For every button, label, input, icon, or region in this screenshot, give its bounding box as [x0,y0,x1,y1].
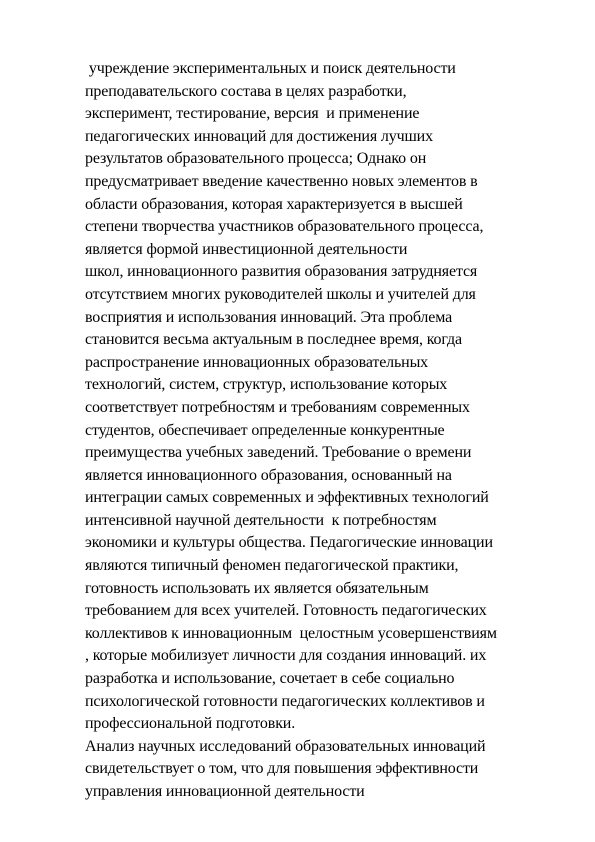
text-line: предусматривает введение качественно новых элементов в [85,172,478,190]
text-line: интенсивной научной деятельности к потребностям [85,511,437,529]
text-line: распространение инновационных образовательных [85,353,429,371]
text-line: восприятия и использования инноваций. Эта проблема [85,308,453,326]
text-line: отсутствием многих руководителей школы и учителей для [85,285,476,303]
text-line: области образования, которая характеризуется в высшей [85,195,463,213]
text-line: преподавательского состава в целях разработки, [85,82,407,100]
body-text [85,58,565,804]
text-line: является формой инвестиционной деятельности [85,240,408,258]
text-line: школ, инновационного развития образования затрудняется [85,263,478,281]
text-line: эксперимент, тестирование, версия и применение [85,105,420,123]
text-line: готовность использовать их является обязательным [85,579,429,597]
text-line: учреждение экспериментальных и поиск деятельности [85,60,456,77]
text-line: интеграции самых современных и эффективных технологий [85,489,489,507]
text-line: технологий, систем, структур, использование которых [85,376,448,394]
text-line: экономики и культуры общества. Педагогические инновации [85,534,493,552]
text-line: Анализ научных исследований образовательных инноваций [85,737,486,755]
text-line: педагогических инноваций для достижения лучших [85,127,433,145]
text-line: соответствует потребностям и требованиям современных [85,398,470,416]
text-line: коллективов к инновационным целостным усовершенствиям [85,624,497,642]
text-line: преимущества учебных заведений. Требование о времени [85,444,472,462]
text-line: управления инновационной деятельности [85,783,365,800]
text-line: результатов образовательного процесса; Однако он [85,150,427,168]
text-line: , которые мобилизует личности для создания инноваций. их [85,647,487,665]
text-line: студентов, обеспечивает определенные конкурентные [85,421,445,439]
text-line: является инновационного образования, основанный на [85,466,452,484]
text-line: свидетельствует о том, что для повышения эффективности [85,760,479,778]
text-line: становится весьма актуальным в последнее время, когда [85,331,462,349]
text-line: степени творчества участников образовательного процесса, [85,218,484,236]
text-line: являются типичный феномен педагогической практики, [85,557,459,575]
text-line: требованием для всех учителей. Готовность педагогических [85,602,487,620]
text-line: разработка и использование, сочетает в себе социально [85,670,455,688]
text-line: профессиональной подготовки. [85,715,296,733]
text-line: психологической готовности педагогических коллективов и [85,692,485,710]
